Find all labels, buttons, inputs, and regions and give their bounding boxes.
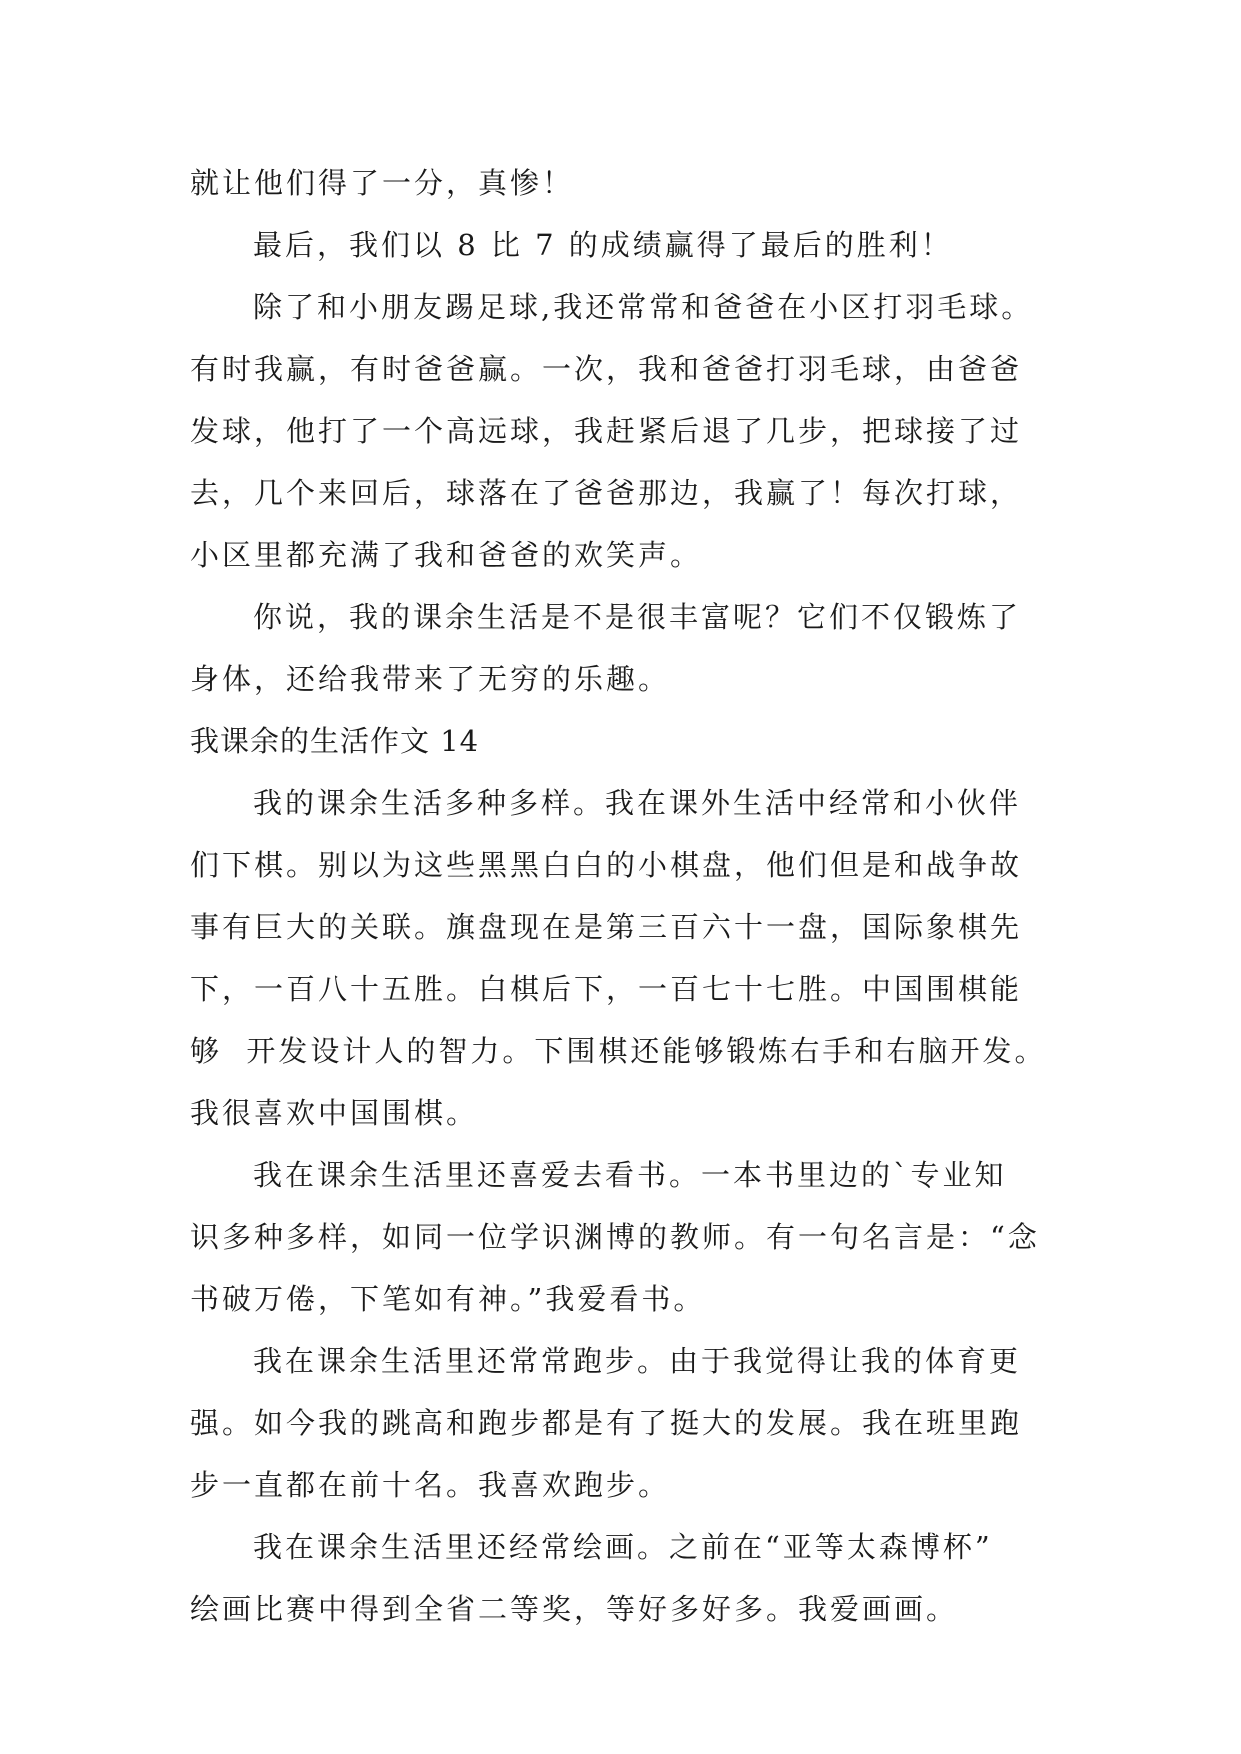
text-line: 书破万倦，下笔如有神。”我爱看书。 <box>190 1282 706 1316</box>
text-line: 除了和小朋友踢足球,我还常常和爸爸在小区打羽毛球。 <box>253 290 1034 324</box>
text-line: 识多种多样，如同一位学识渊博的教师。有一句名言是：“念 <box>190 1220 1040 1254</box>
text-line: 我在课余生活里还喜爱去看书。一本书里边的`专业知 <box>253 1158 1007 1192</box>
text-line: 最后，我们以 8 比 7 的成绩赢得了最后的胜利！ <box>253 228 953 262</box>
text-line: 身体，还给我带来了无穷的乐趣。 <box>190 662 671 696</box>
text-line: 有时我赢，有时爸爸赢。一次，我和爸爸打羽毛球，由爸爸 <box>190 352 1023 386</box>
text-line: 发球，他打了一个高远球，我赶紧后退了几步，把球接了过 <box>190 414 1023 448</box>
text-line: 就让他们得了一分，真惨！ <box>190 166 575 200</box>
text-line: 们下棋。别以为这些黑黑白白的小棋盘，他们但是和战争故 <box>190 848 1023 882</box>
text-line: 我在课余生活里还常常跑步。由于我觉得让我的体育更 <box>253 1344 1022 1378</box>
text-line: 强。如今我的跳高和跑步都是有了挺大的发展。我在班里跑 <box>190 1406 1023 1440</box>
text-line: 步一直都在前十名。我喜欢跑步。 <box>190 1468 671 1502</box>
text-line: 我的课余生活多种多样。我在课外生活中经常和小伙伴 <box>253 786 1022 820</box>
text-line: 下，一百八十五胜。白棋后下，一百七十七胜。中国围棋能 <box>190 972 1023 1006</box>
text-line: 事有巨大的关联。旗盘现在是第三百六十一盘，国际象棋先 <box>190 910 1023 944</box>
text-line: 绘画比赛中得到全省二等奖，等好多好多。我爱画画。 <box>190 1592 959 1626</box>
text-line: 小区里都充满了我和爸爸的欢笑声。 <box>190 538 703 572</box>
section-heading: 我课余的生活作文 14 <box>190 724 480 758</box>
text-line: 去，几个来回后，球落在了爸爸那边，我赢了！每次打球， <box>190 476 1023 510</box>
text-line: 够 开发设计人的智力。下围棋还能够锻炼右手和右脑开发。 <box>190 1034 1047 1068</box>
text-line: 我很喜欢中国围棋。 <box>190 1096 479 1130</box>
text-line: 你说，我的课余生活是不是很丰富呢？它们不仅锻炼了 <box>253 600 1022 634</box>
text-line: 我在课余生活里还经常绘画。之前在“亚等太森博杯” <box>253 1530 993 1564</box>
